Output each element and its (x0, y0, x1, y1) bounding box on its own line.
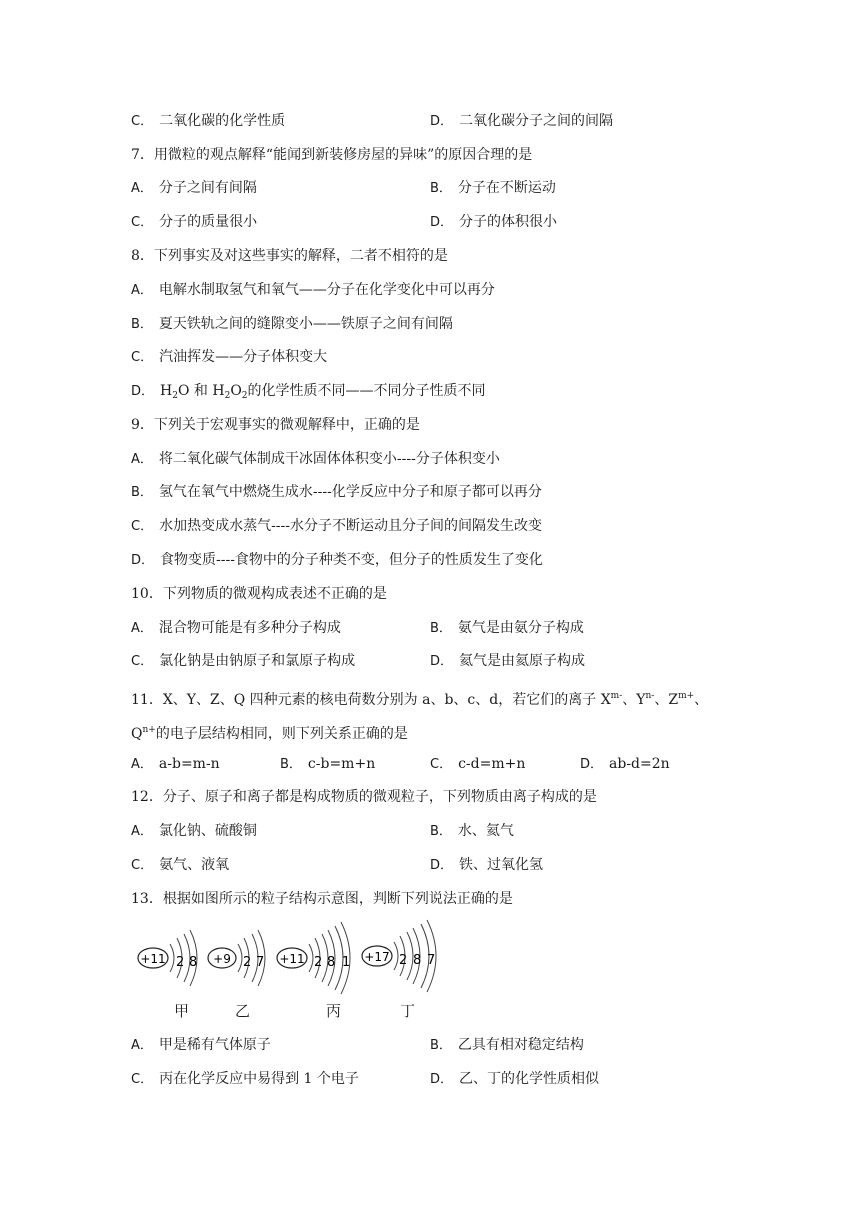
atom-yi-nucleus: +9 (213, 952, 231, 966)
q11-option-a: A． a-b=m-n (131, 756, 220, 772)
atom-label-jia: 甲 (174, 1002, 190, 1020)
q9-stem: 9．下列关于宏观事实的微观解释中，正确的是 (131, 417, 420, 433)
atom-jia (138, 930, 197, 986)
atom-bing (277, 922, 350, 994)
q8-option-c: C． 汽油挥发——分子体积变大 (131, 349, 328, 365)
q12-stem: 12．分子、原子和离子都是构成物质的微观粒子，下列物质由离子构成的是 (131, 789, 597, 805)
atom-ding-shell3: 7 (427, 953, 436, 968)
q11-option-c: C． c-d=m+n (430, 756, 526, 772)
atom-jia-shell1: 2 (176, 955, 185, 970)
q7-option-c: C． 分子的质量很小 (131, 214, 258, 230)
atom-yi-shell2: 7 (256, 955, 265, 970)
atom-ding-nucleus: +17 (364, 950, 390, 964)
atom-label-bing: 丙 (326, 1002, 342, 1020)
q13-option-d: D． 乙、丁的化学性质相似 (430, 1071, 600, 1087)
q11-stem-line1: 11．X、Y、Z、Q 四种元素的核电荷数分别为 a、b、c、d，若它们的离子 $X^{m-}$、$Y^{n-}$、$Z^{m+}$、 (131, 691, 709, 708)
q13-option-a: A． 甲是稀有气体原子 (131, 1037, 271, 1053)
atom-bing-shell1: 2 (314, 955, 323, 970)
atom-ding-shell2: 8 (413, 953, 422, 968)
q7-stem: 7．用微粒的观点解释“能闻到新装修房屋的异味”的原因合理的是 (131, 147, 533, 163)
q8-stem: 8．下列事实及对这些事实的解释，二者不相符的是 (131, 248, 448, 264)
q13-stem: 13．根据如图所示的粒子结构示意图，判断下列说法正确的是 (131, 891, 513, 907)
q8-option-b: B． 夏天铁轨之间的缝隙变小——铁原子之间有间隔 (131, 316, 453, 332)
q11-stem-line2: $Q^{n+}$的电子层结构相同，则下列关系正确的是 (131, 725, 408, 742)
q9-option-a: A． 将二氧化碳气体制成干冰固体体积变小----分子体积变小 (131, 451, 500, 467)
q11-option-b: B． c-b=m+n (280, 756, 376, 772)
q10-option-b: B． 氨气是由氨分子构成 (430, 620, 584, 636)
q7-option-b: B． 分子在不断运动 (430, 180, 556, 196)
q8-option-d: D． $H_2O$ 和 $H_2O_2$的化学性质不同——不同分子性质不同 (131, 383, 486, 401)
q10-option-c: C． 氯化钠是由钠原子和氯原子构成 (131, 653, 356, 669)
atom-jia-nucleus: +11 (140, 952, 166, 966)
q8-option-a: A． 电解水制取氢气和氧气——分子在化学变化中可以再分 (131, 282, 495, 298)
q10-option-a: A． 混合物可能是有多种分子构成 (131, 620, 341, 636)
atom-label-ding: 丁 (400, 1002, 416, 1020)
q6-option-d: D． 二氧化碳分子之间的间隔 (430, 113, 614, 129)
atom-yi (208, 930, 265, 986)
atom-jia-shell2: 8 (189, 955, 198, 970)
q12-option-c: C． 氨气、液氧 (131, 857, 230, 873)
q13-option-c: C． 丙在化学反应中易得到 1 个电子 (131, 1071, 359, 1087)
q12-option-d: D． 铁、过氧化氢 (430, 857, 544, 873)
atom-ding (362, 920, 436, 992)
q9-option-c: C． 水加热变成水蒸气----水分子不断运动且分子间的间隔发生改变 (131, 518, 542, 534)
atom-bing-shell2: 8 (327, 955, 336, 970)
q12-option-b: B． 水、氦气 (430, 823, 514, 839)
q9-option-b: B． 氢气在氧气中燃烧生成水----化学反应中分子和原子都可以再分 (131, 484, 542, 500)
q12-option-a: A． 氯化钠、硫酸铜 (131, 823, 257, 839)
q11-option-d: D． ab-d=2n (580, 756, 670, 772)
atom-label-yi: 乙 (235, 1002, 251, 1020)
q13-option-b: B． 乙具有相对稳定结构 (430, 1037, 584, 1053)
q10-option-d: D． 氦气是由氦原子构成 (430, 653, 586, 669)
q10-stem: 10．下列物质的微观构成表述不正确的是 (131, 586, 387, 602)
atom-bing-shell3: 1 (342, 955, 351, 970)
q7-option-a: A． 分子之间有间隔 (131, 180, 257, 196)
atom-yi-shell1: 2 (243, 955, 252, 970)
q7-option-d: D． 分子的体积很小 (430, 214, 558, 230)
q6-option-c: C． 二氧化碳的化学性质 (131, 113, 286, 129)
q9-option-d: D． 食物变质----食物中的分子种类不变，但分子的性质发生了变化 (131, 552, 543, 568)
atom-ding-shell1: 2 (399, 953, 408, 968)
atom-bing-nucleus: +11 (279, 952, 305, 966)
